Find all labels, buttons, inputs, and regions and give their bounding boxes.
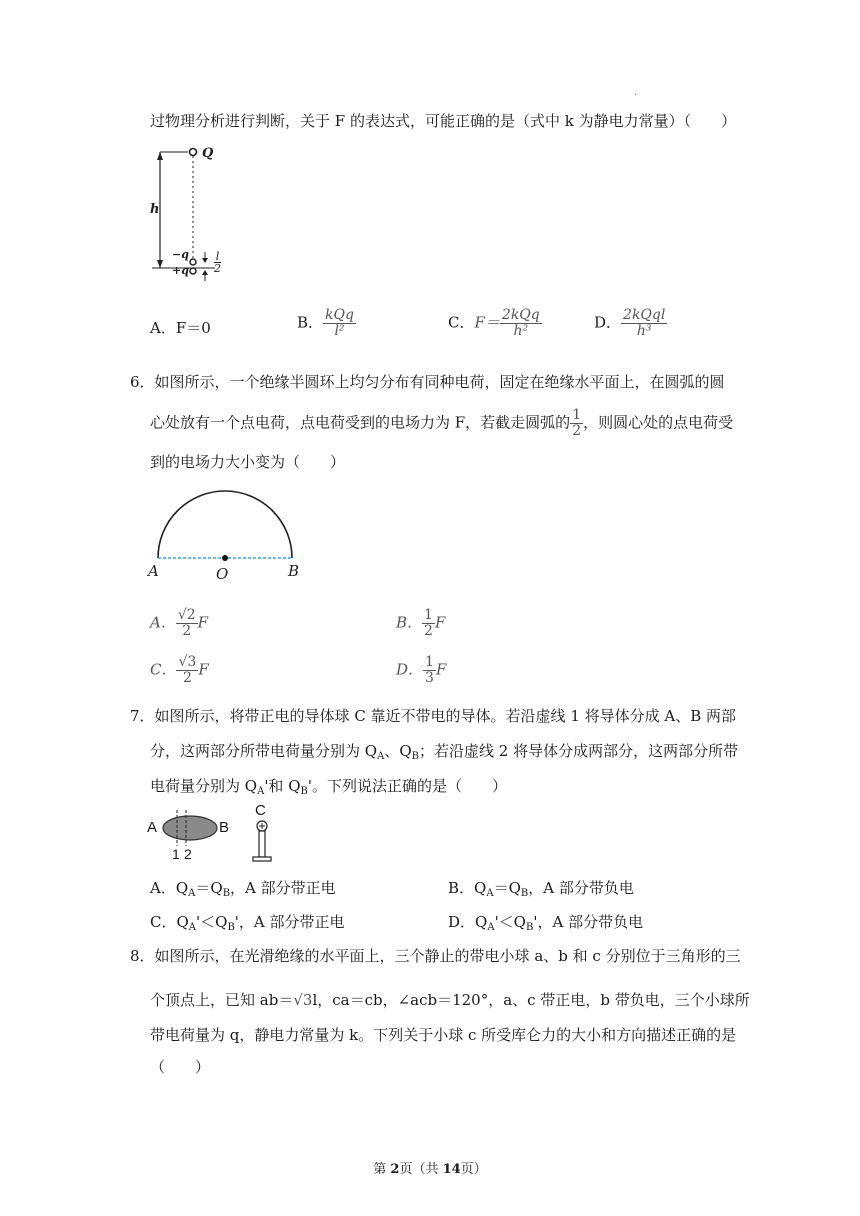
q6-line-3: 到的电场力大小变为（ ） (150, 453, 346, 471)
q7-line-3: 电荷量分别为 $Q_A'$和 $Q_B'$。下列说法正确的是（ ） (150, 777, 507, 797)
q5-fig-label-minus-q: −q (172, 248, 189, 261)
q6-option-d: D． $\frac{1}{3}$ F (396, 654, 447, 686)
q6-option-a: A． $\frac{√2}{2}$ F (150, 607, 209, 639)
q7-fig-label-A: A (147, 819, 158, 836)
q7-option-d: D．$Q_A'<Q_B'$，A 部分带负电 (448, 913, 644, 933)
q6-option-b: B． $\frac{1}{2}$ F (396, 607, 446, 639)
q5-option-c: C．F＝ $\frac{\text{2kQq}}{\text{h²}}$ (448, 307, 540, 339)
q7-line-1: 7．如图所示，将带正电的导体球 C 靠近不带电的导体。若沿虚线 1 将导体分成 A、B 两部 (130, 707, 737, 725)
q8-line-3: 带电荷量为 q，静电力常量为 k。下列关于小球 c 所受库仑力的大小和方向描述正确的是 (150, 1026, 737, 1044)
q7-option-a: A．$Q_A=Q_B$，A 部分带正电 (150, 879, 336, 899)
q5-fig-label-plus-q: +q (172, 264, 189, 277)
q6-fig-label-O: O (216, 565, 229, 583)
q5-line-1: 过物理分析进行判断，关于 F 的表达式，可能正确的是（式中 k 为静电力常量）（ ） (150, 112, 737, 130)
q6-line-2: 心处放有一个点电荷，点电荷受到的电场力为 F，若截走圆弧的 $\frac{1}{2}$ ，则圆心处的点电荷受 (150, 407, 734, 439)
q5-fig-label-l-half: l 2 (214, 250, 221, 275)
q6-line-1: 6．如图所示，一个绝缘半圆环上均匀分布有同种电荷，固定在绝缘水平面上，在圆弧的圆 (130, 373, 725, 391)
q8-line-2: 个顶点上，已知 ab＝√3l，ca＝cb，∠acb＝120°，a、c 带正电，b 带负电，三个小球所 (150, 991, 750, 1009)
q5-option-b: B． $\frac{\text{kQq}}{\text{l²}}$ (297, 307, 354, 339)
q5-option-d: D． $\frac{\text{2kQql}}{\text{h³}}$ (594, 307, 666, 339)
q7-fig-label-C: C (255, 802, 266, 819)
q7-option-c: C．$Q_A'<Q_B'$，A 部分带正电 (150, 913, 345, 933)
q6-option-c: C． $\frac{√3}{2}$ F (150, 654, 209, 686)
q6-fig-label-A: A (148, 562, 159, 580)
q8-line-1: 8．如图所示，在光滑绝缘的水平面上，三个静止的带电小球 a、b 和 c 分别位于三角形的三 (130, 947, 741, 965)
q7-fig-label-2: 2 (184, 846, 192, 862)
page-footer: 第 2页（共 14页） (373, 1162, 487, 1177)
q7-option-b: B．$Q_A=Q_B$，A 部分带负电 (448, 879, 634, 899)
q6-fig-label-B: B (288, 562, 300, 580)
q5-option-a: A．F＝0 (150, 319, 211, 337)
header-dot: . (634, 87, 638, 98)
q7-fig-label-B: B (219, 819, 230, 836)
q7-line-2: 分，这两部分所带电荷量分别为 $Q_A$、$Q_B$；若沿虚线 2 将导体分成两部分，这两部分所带 (150, 742, 739, 762)
q5-fig-label-Q: Q (202, 146, 214, 161)
q7-fig-label-1: 1 (172, 846, 180, 862)
q8-line-4: （ ） (150, 1058, 211, 1076)
q5-fig-label-h: h (150, 202, 160, 217)
